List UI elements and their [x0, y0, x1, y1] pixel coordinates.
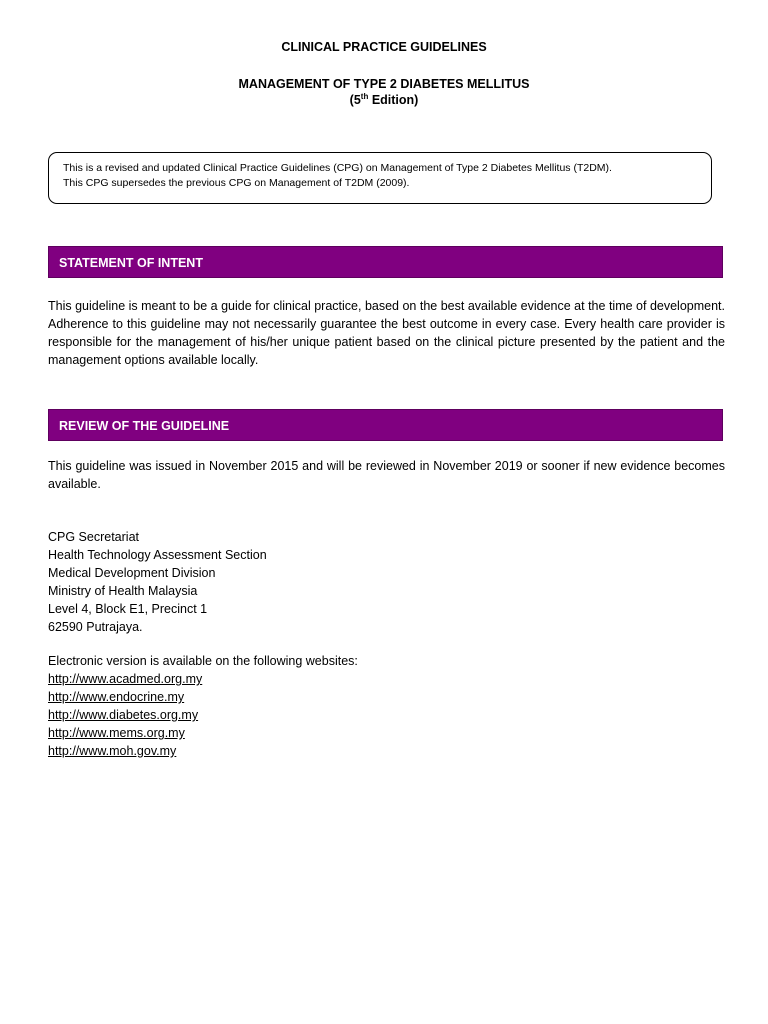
- address-line: CPG Secretariat: [48, 530, 140, 544]
- review-text: This guideline was issued in November 2015 and will be reviewed in November 2019 or sooner if new evidence becomes available.: [48, 459, 725, 491]
- website-link-acadmed[interactable]: http://www.acadmed.org.my: [48, 672, 203, 686]
- website-link-endocrine[interactable]: http://www.endocrine.my: [48, 690, 185, 704]
- websites-list: [48, 652, 548, 760]
- document-title: CLINICAL PRACTICE GUIDELINES: [281, 40, 487, 54]
- address-line: Ministry of Health Malaysia: [48, 584, 198, 598]
- edition-suffix: Edition): [368, 93, 419, 107]
- website-link-moh[interactable]: http://www.moh.gov.my: [48, 744, 177, 758]
- address-line: Medical Development Division: [48, 566, 216, 580]
- address-line: 62590 Putrajaya.: [48, 620, 143, 634]
- notice-line-1: This is a revised and updated Clinical Practice Guidelines (CPG) on Management of Type 2 Diabetes Mellitus (T2DM).: [63, 162, 612, 174]
- section-heading-review: REVIEW OF THE GUIDELINE: [48, 409, 723, 441]
- edition-ordinal: th: [360, 91, 369, 101]
- address-line: Health Technology Assessment Section: [48, 548, 267, 562]
- document-subtitle: MANAGEMENT OF TYPE 2 DIABETES MELLITUS: [238, 77, 530, 91]
- section-heading-statement-of-intent: STATEMENT OF INTENT: [48, 246, 723, 278]
- website-link-diabetes[interactable]: http://www.diabetes.org.my: [48, 708, 199, 722]
- website-link-mems[interactable]: http://www.mems.org.my: [48, 726, 185, 740]
- notice-line-2: This CPG supersedes the previous CPG on Management of T2DM (2009).: [63, 177, 410, 189]
- secretariat-address: [48, 528, 448, 636]
- statement-of-intent-text: This guideline is meant to be a guide for clinical practice, based on the best available evidence at the time of development. Adherence to this guideline may not necessarily guarantee the best outcome in every case. Every health care provider is responsible for the management of his/her unique patient based on the clinical picture presented by the patient and the management options available locally.: [48, 299, 725, 367]
- revision-notice-box: [48, 152, 712, 204]
- address-line: Level 4, Block E1, Precinct 1: [48, 602, 208, 616]
- edition-prefix: (5: [349, 93, 361, 107]
- edition-label: [0, 93, 768, 107]
- websites-intro: Electronic version is available on the following websites:: [48, 654, 358, 668]
